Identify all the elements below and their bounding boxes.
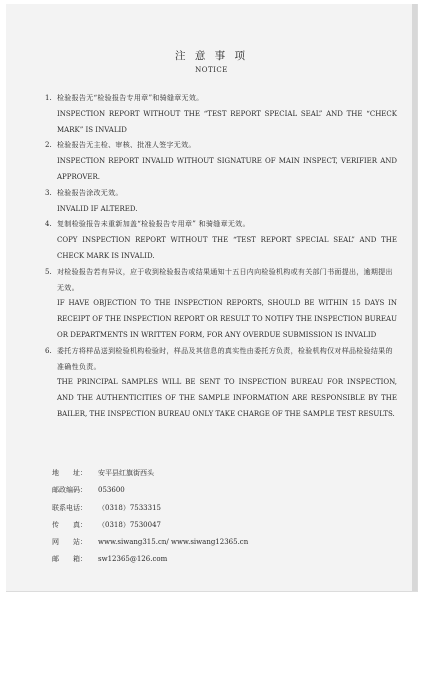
notice-item-6 — [39, 344, 397, 423]
item-number: 6. — [45, 346, 52, 355]
contact-website — [52, 534, 382, 551]
contact-label: 网 站： — [52, 538, 87, 547]
item-text-en: INVALID IF ALTERED. — [57, 204, 138, 213]
item-number: 3. — [45, 188, 52, 197]
document-page — [6, 4, 418, 592]
contact-value: 安平县红旗街西头 — [98, 469, 154, 477]
item-text-zh: 复制检验报告未重新加盖“检验报告专用章” 和骑缝章无效。 — [57, 220, 250, 229]
item-text-en: IF HAVE OBJECTION TO THE INSPECTION REPORTS, SHOULD BE WITHIN 15 DAYS IN RECEIPT OF THE INSPECTION REPORT OR RESULT TO NOTIFY THE INSPECTION BUREAU OR DEPARTMENTS IN WRITTEN FORM, FOR ANY OVERDUE SUBMISSION IS INVALID — [57, 299, 397, 339]
contact-phone — [52, 500, 382, 517]
contact-value: （0318）7530047 — [98, 520, 161, 529]
contact-value: sw12365@126.com — [98, 555, 168, 564]
item-number: 2. — [45, 141, 52, 150]
item-number: 1. — [45, 94, 52, 102]
notice-item-4 — [39, 217, 397, 264]
item-text-zh: 对检验报告若有异议，应于收到检验报告或结果通知十五日内向检验机构或有关部门书面提出，逾期提出无效。 — [57, 267, 393, 292]
item-text-en: INSPECTION REPORT INVALID WITHOUT SIGNATURE OF MAIN INSPECT, VERIFIER AND APPROVER. — [57, 157, 397, 181]
contact-value: （0318）7533315 — [98, 503, 161, 512]
item-text-zh: 检验报告无“检验报告专用章”和骑缝章无效。 — [57, 94, 204, 102]
notice-item-5 — [39, 265, 397, 344]
item-text-en: COPY INSPECTION REPORT WITHOUT THE “TEST REPORT SPECIAL SEAL” AND THE CHECK MARK IS INVALID. — [57, 236, 397, 260]
page-subtitle: NOTICE — [195, 66, 228, 74]
notice-item-1 — [39, 91, 397, 138]
page-title: 注 意 事 项 — [174, 50, 248, 62]
item-text-en: THE PRINCIPAL SAMPLES WILL BE SENT TO INSPECTION BUREAU FOR INSPECTION, AND THE AUTHENTICITIES OF THE SAMPLE INFORMATION ARE RESPONSIBLE BY THE BAILER, THE INSPECTION BUREAU ONLY TAKE CHARGE OF THE SAMPLE TEST RESULTS. — [57, 378, 397, 418]
contact-value: 053600 — [98, 486, 125, 495]
notice-list — [39, 91, 397, 423]
contact-label: 邮 箱： — [52, 555, 87, 564]
binding-edge — [412, 4, 417, 591]
contact-postcode — [52, 482, 382, 499]
notice-item-2 — [39, 138, 397, 185]
item-number: 5. — [45, 267, 52, 276]
item-text-en: INSPECTION REPORT WITHOUT THE “TEST REPORT SPECIAL SEAL” AND THE “CHECK MARK” IS INVALID — [57, 109, 397, 134]
contact-label: 联系电话： — [52, 503, 87, 512]
item-text-zh: 委托方将样品送到检验机构检验时，样品及其信息的真实性由委托方负责，检验机构仅对样品检验结果的准确性负责。 — [57, 346, 393, 371]
contact-email — [52, 551, 382, 568]
item-text-zh: 检验报告涂改无效。 — [57, 188, 123, 197]
contact-address — [52, 465, 382, 482]
contact-label: 地 址： — [52, 469, 87, 477]
contact-info — [52, 465, 382, 569]
contact-label: 邮政编码： — [52, 486, 87, 495]
item-number: 4. — [45, 220, 52, 229]
item-text-zh: 检验报告无主检、审核、批准人签字无效。 — [57, 141, 196, 150]
contact-label: 传 真： — [52, 520, 87, 529]
contact-value: www.siwang315.cn/ www.siwang12365.cn — [98, 538, 249, 547]
notice-item-3 — [39, 186, 397, 218]
contact-fax — [52, 517, 382, 534]
